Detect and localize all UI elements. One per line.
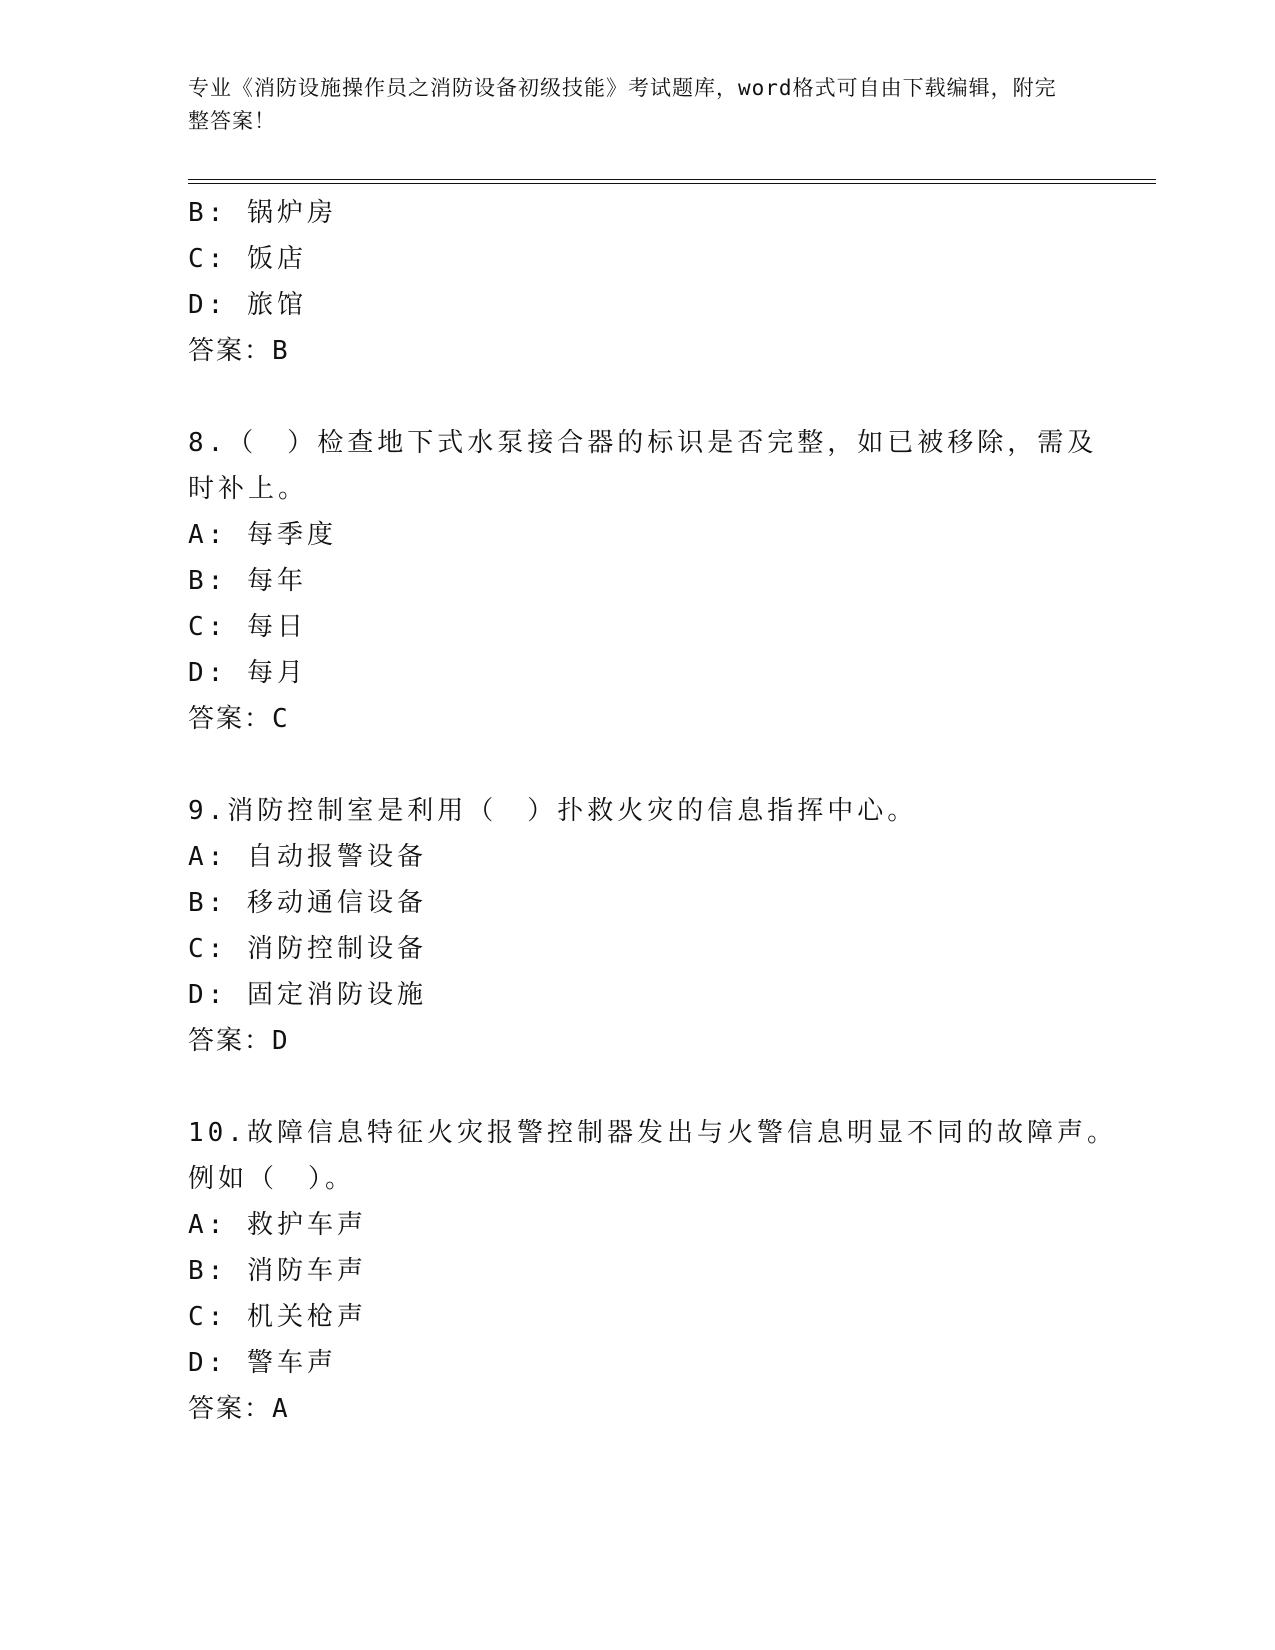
header-rule-top (188, 179, 1156, 180)
spacer (188, 1064, 1088, 1110)
option-d: D: 旅馆 (188, 290, 307, 320)
option-a: A: 救护车声 (188, 1210, 367, 1240)
option-a: A: 自动报警设备 (188, 842, 427, 872)
option-b: B: 锅炉房 (188, 198, 337, 228)
option-d: D: 固定消防设施 (188, 980, 427, 1010)
question-text-line2: 时补上。 (188, 474, 309, 504)
question-9 (188, 788, 1088, 1064)
option-c: C: 饭店 (188, 244, 307, 274)
question-list (188, 190, 1117, 1432)
answer-line (188, 328, 1088, 374)
prev-question-block (188, 190, 1088, 374)
question-8 (188, 420, 1098, 742)
option-d: D: 每月 (188, 658, 307, 688)
answer-line (188, 696, 1088, 742)
answer-label: 答案： (188, 336, 273, 366)
answer-label: 答案： (188, 704, 273, 734)
answer-label: 答案： (188, 1394, 273, 1424)
answer-value: A (272, 1394, 290, 1424)
answer-label: 答案： (188, 1026, 273, 1056)
answer-line (188, 1386, 1088, 1432)
answer-value: C (272, 704, 290, 734)
option-a: A: 每季度 (188, 520, 337, 550)
document-header: 专业《消防设施操作员之消防设备初级技能》考试题库，word格式可自由下载编辑，附完整答案！ (188, 76, 1057, 133)
question-text-line2: 例如（ ）。 (188, 1164, 356, 1194)
option-b: B: 每年 (188, 566, 307, 596)
spacer (188, 742, 1088, 788)
option-c: C: 消防控制设备 (188, 934, 427, 964)
question-text-line1: 10.故障信息特征火灾报警控制器发出与火警信息明显不同的故障声。 (188, 1118, 1117, 1148)
option-c: C: 机关枪声 (188, 1302, 367, 1332)
option-b: B: 消防车声 (188, 1256, 367, 1286)
option-b: B: 移动通信设备 (188, 888, 427, 918)
option-c: C: 每日 (188, 612, 307, 642)
option-d: D: 警车声 (188, 1348, 337, 1378)
header-rule-bottom (188, 183, 1156, 184)
question-text-line1: 8.（ ）检查地下式水泵接合器的标识是否完整，如已被移除，需及 (188, 428, 1098, 458)
answer-value: D (272, 1026, 290, 1056)
spacer (188, 374, 1088, 420)
answer-value: B (272, 336, 290, 366)
answer-line (188, 1018, 1088, 1064)
question-10 (188, 1110, 1117, 1432)
question-text-line1: 9.消防控制室是利用（ ）扑救火灾的信息指挥中心。 (188, 796, 918, 826)
